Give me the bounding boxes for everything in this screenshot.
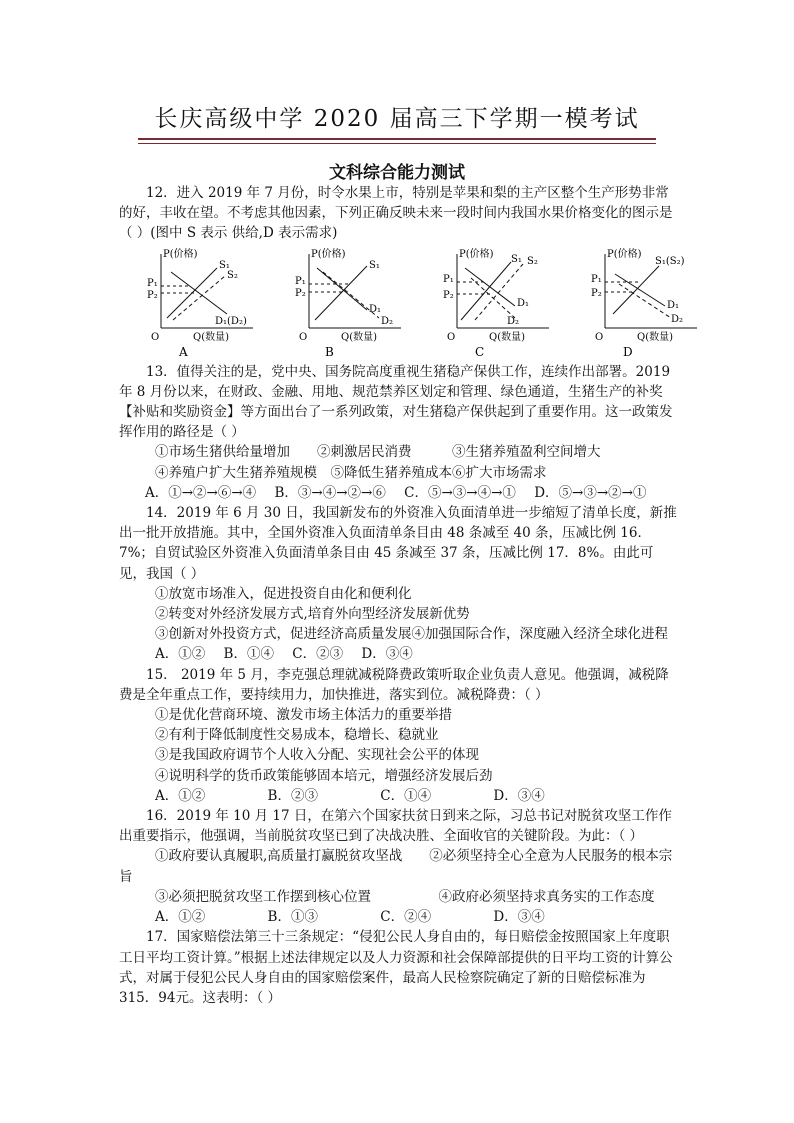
question-16-stem: 16．2019 年 10 月 17 日，在第六个国家扶贫日到来之际，习总书记对脱贫攻坚工作作出重要指示，他强调，当前脱贫攻坚已到了决战决胜、全面收官的关键阶段。为此：（ ） xyxy=(119,808,672,845)
answer-c[interactable]: C．②③ xyxy=(292,646,344,663)
answer-b[interactable]: B．③→④→②→⑥ xyxy=(274,484,386,501)
figure-b xyxy=(283,248,413,360)
answer-d[interactable]: D．③④ xyxy=(361,646,413,663)
figure-a-ylabel: P(价格) xyxy=(163,248,198,260)
answer-b[interactable]: B．①③ xyxy=(267,909,318,926)
figure-c-letter: C xyxy=(475,344,485,359)
question-15-stem: 15． 2019 年 5 月，李克强总理就减税降费政策听取企业负责人意见。他强调，减税降费是全年重点工作，要持续用力，加快推进，落实到位。减税降费：（ ） xyxy=(119,666,669,703)
figure-a-s1: S₁ xyxy=(219,259,230,271)
answer-d[interactable]: D．⑤→③→②→① xyxy=(534,484,647,501)
figure-b-xlabel: Q(数量) xyxy=(341,331,378,343)
figure-d-p1: P₁ xyxy=(591,273,602,285)
figure-a-p1: P₁ xyxy=(147,277,158,289)
title-rule-thin xyxy=(138,143,656,144)
question-17-stem: 17．国家赔偿法第三十三条规定：“侵犯公民人身自由的，每日赔偿金按照国家上年度职工日平均工资计算。”根据上述法律规定以及人力资源和社会保障部提供的日平均工资的计算公式，对属于侵犯公民人身自由的国家赔偿案件，最高人民检察院确定了新的日赔偿标准为 315．94元。这表明：（ ） xyxy=(119,929,673,1006)
figure-a-d1: D₁(D₂) xyxy=(215,315,247,327)
question-14-answers xyxy=(119,644,679,664)
question-14-stem: 14．2019 年 6 月 30 日，我国新发布的外资准入负面清单进一步缩短了清单长度，新推出一批开放措施。其中，全国外资准入负面清单条目由 48 条减至 40 条，压减比例 16．7%；自贸试验区外资准入负面清单条目由 45 条减至 37 条，压减比例 17．8%。由此可见，我国（ ） xyxy=(119,505,677,582)
question-15-option-1: ①是优化营商环境、激发市场主体活力的重要举措 xyxy=(155,707,452,724)
figure-c-p1: P₁ xyxy=(443,273,454,285)
figure-b-origin: O xyxy=(299,331,308,343)
figure-d-d1: D₁ xyxy=(667,299,680,311)
figure-b-p2: P₂ xyxy=(295,287,306,299)
answer-c[interactable]: C．①④ xyxy=(380,787,432,804)
exam-content xyxy=(119,183,685,1008)
question-13-options-1: ①市场生猪供给量增加 ②刺激居民消费 ③生猪养殖盈利空间增大 xyxy=(155,444,601,461)
figure-b-ylabel: P(价格) xyxy=(311,248,346,260)
question-13-answers xyxy=(119,483,679,503)
question-12-figures xyxy=(119,248,685,360)
figure-c xyxy=(431,248,561,360)
figure-a-origin: O xyxy=(151,331,160,343)
figure-b-d2: D₂ xyxy=(381,315,394,327)
answer-a[interactable]: A．①② xyxy=(155,787,206,804)
question-12-stem: 12．进入 2019 年 7 月份，时令水果上市，特别是苹果和梨的主产区整个生产形势非常的好，丰收在望。不考虑其他因素，下列正确反映未来一段时间内我国水果价格变化的图示是（ ）(图中 S 表示 供给,D 表示需求) xyxy=(119,185,673,242)
answer-d[interactable]: D．③④ xyxy=(493,909,545,926)
question-15-option-2: ②有利于降低制度性交易成本，稳增长、稳就业 xyxy=(155,727,439,744)
question-16-options-34: ③必须把脱贫攻坚工作摆到核心位置 ④政府必须坚持求真务实的工作态度 xyxy=(155,888,655,905)
figure-b-d1: D₁ xyxy=(369,303,382,315)
figure-c-d1: D₁ xyxy=(517,297,530,309)
figure-d-ylabel: P(价格) xyxy=(607,248,642,260)
figure-d-d2: D₂ xyxy=(671,313,684,325)
question-16-answers xyxy=(119,907,679,927)
question-15-answers xyxy=(119,786,679,806)
figure-a-p2: P₂ xyxy=(147,289,158,301)
answer-a[interactable]: A．①→②→⑥→④ xyxy=(145,484,257,501)
question-15-option-4: ④说明科学的货币政策能够固本培元，增强经济发展后劲 xyxy=(155,767,493,784)
figure-c-p2: P₂ xyxy=(443,289,454,301)
figure-b-s1: S₁ xyxy=(369,259,380,271)
question-14-option-1: ①放宽市场准入，促进投资自由化和便利化 xyxy=(155,585,412,602)
answer-d[interactable]: D．③④ xyxy=(493,787,545,804)
figure-c-d2: D₂ xyxy=(507,315,520,327)
figure-a-s2: S₂ xyxy=(227,269,238,281)
figure-a-xlabel: Q(数量) xyxy=(193,331,230,343)
figure-b-letter: B xyxy=(325,344,334,359)
title-rule-thick xyxy=(138,138,656,140)
figure-c-origin: O xyxy=(447,331,456,343)
answer-a[interactable]: A．①② xyxy=(155,646,206,663)
answer-a[interactable]: A．①② xyxy=(155,909,206,926)
figure-c-ylabel: P(价格) xyxy=(459,248,494,260)
exam-subtitle: 文科综合能力测试 xyxy=(329,163,465,183)
question-15-option-3: ③是我国政府调节个人收入分配、实现社会公平的体现 xyxy=(155,747,479,764)
figure-d-xlabel: Q(数量) xyxy=(637,331,674,343)
figure-c-s1: S₁ xyxy=(511,253,522,265)
question-14-option-3: ③创新对外投资方式，促进经济高质量发展④加强国际合作，深度融入经济全球化进程 xyxy=(155,626,668,643)
question-13-stem: 13．值得关注的是，党中央、国务院高度重视生猪稳产保供工作，连续作出部署。2019 年 8 月份以来，在财政、金融、用地、规范禁养区划定和管理、绿色通道，生猪生产的补奖【补贴和奖励资金】等方面出台了一系列政策，对生猪稳产保供起到了重要作用。这一政策发挥作用的路径是（ ） xyxy=(119,363,673,441)
figure-d xyxy=(579,248,709,360)
question-16-options-12: ①政府要认真履职,高质量打赢脱贫攻坚战 ②必须坚持全心全意为人民服务的根本宗旨 xyxy=(119,848,673,885)
figure-b-p1: P₁ xyxy=(295,275,306,287)
figure-c-xlabel: Q(数量) xyxy=(489,331,526,343)
figure-d-origin: O xyxy=(595,331,604,343)
answer-b[interactable]: B．②③ xyxy=(267,787,318,804)
answer-c[interactable]: C．⑤→③→④→① xyxy=(404,484,516,501)
exam-title: 长庆高级中学 2020 届高三下学期一模考试 xyxy=(154,106,640,132)
answer-b[interactable]: B．①④ xyxy=(223,646,274,663)
figure-a-letter: A xyxy=(179,344,188,359)
question-13-options-2: ④养殖户扩大生猪养殖规模 ⑤降低生猪养殖成本⑥扩大市场需求 xyxy=(155,464,547,481)
figure-d-p2: P₂ xyxy=(591,287,602,299)
answer-c[interactable]: C．②④ xyxy=(380,909,432,926)
figure-c-s2: S₂ xyxy=(527,255,538,267)
figure-a xyxy=(135,248,265,360)
question-14-option-2: ②转变对外经济发展方式,培育外向型经济发展新优势 xyxy=(155,606,470,623)
figure-d-s1: S₁(S₂) xyxy=(655,255,685,267)
figure-d-letter: D xyxy=(623,344,633,359)
